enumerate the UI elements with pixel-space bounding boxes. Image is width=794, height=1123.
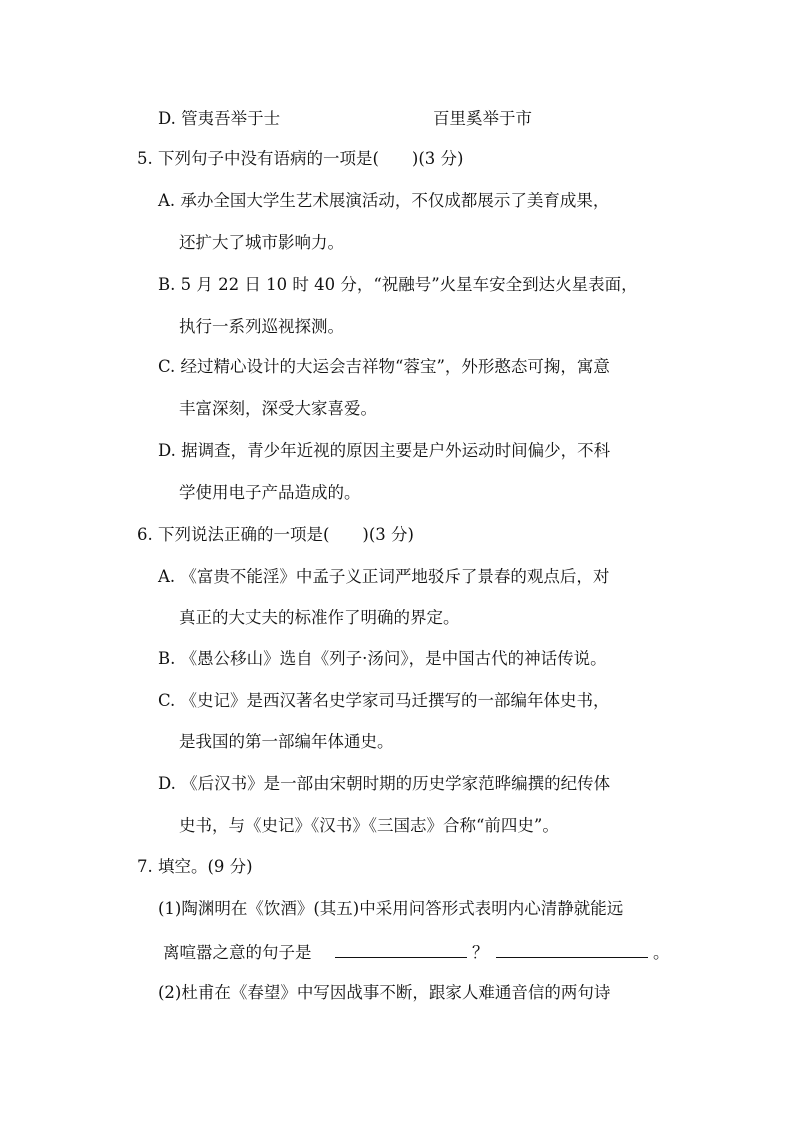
q7-sub1: (1)陶渊明在《饮酒》(其五)中采用问答形式表明内心清静就能远 [158,899,624,918]
q7-sub1-period: 。 [653,943,670,962]
q5-option-b: B. 5 月 22 日 10 时 40 分，“祝融号”火星车安全到达火星表面， [158,275,638,294]
q4-option-d [158,108,532,130]
q7-sub2: (2)杜甫在《春望》中写因战事不断，跟家人难通音信的两句诗 [158,983,611,1002]
q5-option-a-cont: 还扩大了城市影响力。 [179,233,344,252]
q5-option-a: A. 承办全国大学生艺术展演活动，不仅成都展示了美育成果， [158,191,610,210]
q7-sub1-question-mark: ？ [472,943,489,962]
q6-option-c: C. 《史记》是西汉著名史学家司马迁撰写的一部编年体史书， [158,691,610,710]
q5-option-d-cont: 学使用电子产品造成的。 [179,483,361,502]
q5-option-d: D. 据调查，青少年近视的原因主要是户外运动时间偏少，不科 [158,441,611,460]
q6-option-a-cont: 真正的大丈夫的标准作了明确的界定。 [179,608,460,627]
q6-stem: 6. 下列说法正确的一项是( )(3 分) [137,525,414,544]
q5-option-b-cont: 执行一系列巡视探测。 [179,317,344,336]
q7-sub1-blank-2[interactable] [496,940,648,958]
q7-sub1-cont [163,940,670,964]
q6-option-c-cont: 是我国的第一部编年体通史。 [179,732,394,751]
q6-option-d: D. 《后汉书》是一部由宋朝时期的历史学家范晔编撰的纪传体 [158,774,611,793]
q5-option-c-cont: 丰富深刻，深受大家喜爱。 [179,399,377,418]
q5-option-c: C. 经过精心设计的大运会吉祥物“蓉宝”，外形憨态可掬，寓意 [158,357,610,376]
q5-stem: 5. 下列句子中没有语病的一项是( )(3 分) [137,149,464,168]
q7-sub1-prompt: 离喧嚣之意的句子是 [163,943,312,962]
q6-option-a: A. 《富贵不能淫》中孟子义正词严地驳斥了景春的观点后，对 [158,567,610,586]
q4-option-d-right: 百里奚举于市 [433,109,532,128]
q6-option-d-cont: 史书，与《史记》《汉书》《三国志》合称“前四史”。 [179,816,559,835]
q7-sub1-blank-1[interactable] [335,940,467,958]
q4-option-d-left: D. 管夷吾举于士 [158,109,281,128]
q7-stem: 7. 填空。(9 分) [137,857,253,876]
q6-option-b: B. 《愚公移山》选自《列子·汤问》，是中国古代的神话传说。 [158,649,607,668]
